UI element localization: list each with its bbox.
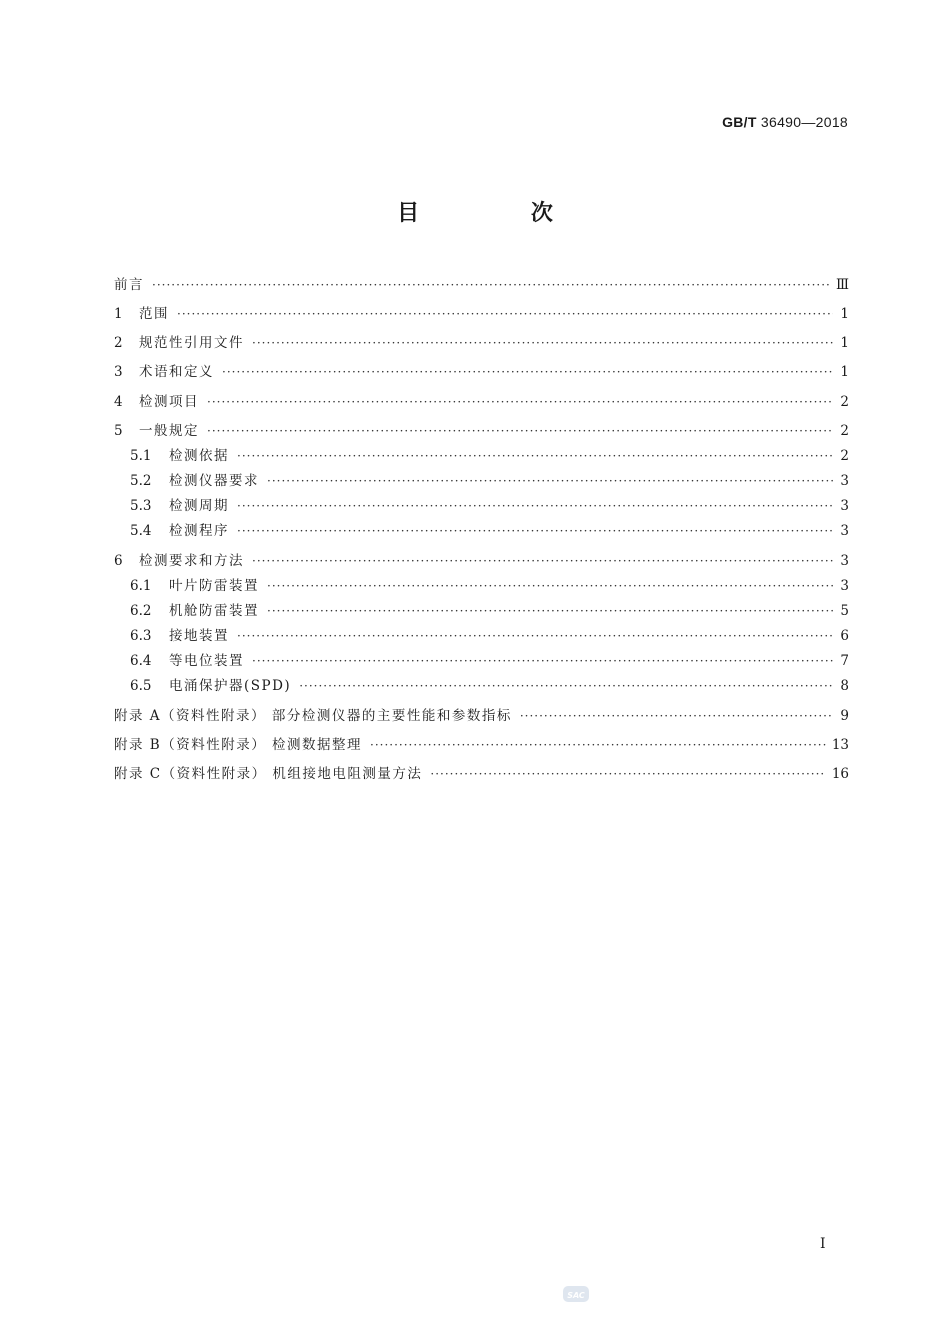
toc-entry-number: 3 xyxy=(114,364,123,380)
toc-entry-page: 2 xyxy=(840,394,849,410)
toc-leader-dots xyxy=(267,471,833,491)
sac-watermark-logo xyxy=(562,1283,590,1305)
standard-prefix: GB/T xyxy=(722,114,757,130)
toc-entry-number: 5 xyxy=(114,423,123,439)
toc-leader-dots xyxy=(207,392,833,412)
toc-entry-label: 检测周期 xyxy=(169,498,229,514)
toc-entry-label: 附录 B（资料性附录） 检测数据整理 xyxy=(114,737,363,753)
toc-entry-number: 6.1 xyxy=(130,578,152,594)
toc-entry-page: Ⅲ xyxy=(835,277,849,293)
toc-entry-label: 电涌保护器(SPD) xyxy=(169,678,292,694)
watermark-text: SAC xyxy=(567,1291,585,1300)
toc-entry[interactable] xyxy=(114,392,849,412)
toc-entry[interactable] xyxy=(114,421,849,441)
toc-entry-page: 3 xyxy=(840,578,849,594)
toc-entry-label: 检测仪器要求 xyxy=(169,473,259,489)
toc-leader-dots xyxy=(152,275,830,295)
toc-entry-label: 检测项目 xyxy=(139,394,199,410)
toc-entry-page: 1 xyxy=(840,306,849,322)
toc-entry[interactable] xyxy=(130,446,849,466)
toc-entry[interactable] xyxy=(114,735,849,755)
toc-entry[interactable] xyxy=(114,706,849,726)
toc-entry-number: 6 xyxy=(114,553,123,569)
toc-entry-label: 检测要求和方法 xyxy=(139,553,244,569)
toc-entry[interactable] xyxy=(114,333,849,353)
toc-entry[interactable] xyxy=(114,764,849,784)
toc-entry[interactable] xyxy=(130,576,849,596)
toc-entry-page: 9 xyxy=(840,708,849,724)
standard-code xyxy=(722,114,848,130)
toc-entry-page: 16 xyxy=(831,766,849,782)
standard-number: 36490—2018 xyxy=(760,114,848,130)
toc-entry-number: 6.2 xyxy=(130,603,152,619)
toc-entry-page: 1 xyxy=(840,364,849,380)
toc-entry-page: 13 xyxy=(831,737,849,753)
toc-entry-label: 附录 A（资料性附录） 部分检测仪器的主要性能和参数指标 xyxy=(114,708,512,724)
toc-entry[interactable] xyxy=(130,471,849,491)
toc-entry-page: 5 xyxy=(840,603,849,619)
toc-entry[interactable] xyxy=(130,626,849,646)
toc-entry-number: 5.3 xyxy=(130,498,152,514)
toc-entry-number: 1 xyxy=(114,306,123,322)
toc-entry-number: 2 xyxy=(114,335,123,351)
toc-entry-label: 接地装置 xyxy=(169,628,229,644)
toc-leader-dots xyxy=(177,304,833,324)
toc-entry[interactable] xyxy=(130,496,849,516)
toc-entry-number: 5.1 xyxy=(130,448,152,464)
toc-entry-page: 8 xyxy=(840,678,849,694)
toc-entry-label: 前言 xyxy=(114,277,144,293)
toc-entry-label: 规范性引用文件 xyxy=(139,335,244,351)
toc-entry-page: 6 xyxy=(840,628,849,644)
toc-leader-dots xyxy=(237,446,833,466)
toc-leader-dots xyxy=(520,706,833,726)
page-title: 目 次 xyxy=(397,201,605,226)
toc-entry-page: 1 xyxy=(840,335,849,351)
toc-leader-dots xyxy=(207,421,833,441)
toc-leader-dots xyxy=(267,576,833,596)
toc-entry-number: 6.5 xyxy=(130,678,152,694)
toc-entry-page: 3 xyxy=(840,523,849,539)
toc-entry-number: 6.3 xyxy=(130,628,152,644)
toc-entry-label: 附录 C（资料性附录） 机组接地电阻测量方法 xyxy=(114,766,423,782)
toc-entry-number: 5.2 xyxy=(130,473,152,489)
toc-entry[interactable] xyxy=(114,362,849,382)
toc-entry[interactable] xyxy=(130,651,849,671)
toc-entry-page: 3 xyxy=(840,553,849,569)
toc-leader-dots xyxy=(252,651,833,671)
toc-entry-number: 6.4 xyxy=(130,653,152,669)
toc-entry[interactable] xyxy=(114,551,849,571)
toc-leader-dots xyxy=(237,496,833,516)
toc-entry[interactable] xyxy=(114,304,849,324)
toc-entry-number: 4 xyxy=(114,394,123,410)
toc-entry-page: 3 xyxy=(840,498,849,514)
toc-entry-label: 机舱防雷装置 xyxy=(169,603,259,619)
toc-entry-label: 等电位装置 xyxy=(169,653,244,669)
page-number: I xyxy=(820,1236,826,1252)
toc-entry-label: 一般规定 xyxy=(139,423,199,439)
toc-entry[interactable] xyxy=(114,275,849,295)
toc-entry-label: 术语和定义 xyxy=(139,364,214,380)
toc-entry-page: 3 xyxy=(840,473,849,489)
toc-entry-page: 2 xyxy=(840,448,849,464)
toc-leader-dots xyxy=(222,362,833,382)
toc-entry-page: 2 xyxy=(840,423,849,439)
toc-entry-label: 检测依据 xyxy=(169,448,229,464)
toc-leader-dots xyxy=(252,551,833,571)
toc-entry-label: 检测程序 xyxy=(169,523,229,539)
toc-entry[interactable] xyxy=(130,676,849,696)
toc-leader-dots xyxy=(267,601,833,621)
toc-leader-dots xyxy=(370,735,826,755)
toc-leader-dots xyxy=(237,626,833,646)
toc-entry-page: 7 xyxy=(840,653,849,669)
toc-leader-dots xyxy=(237,521,833,541)
toc-leader-dots xyxy=(299,676,833,696)
toc-entry-label: 范围 xyxy=(139,306,169,322)
toc-leader-dots xyxy=(252,333,833,353)
toc-entry-number: 5.4 xyxy=(130,523,152,539)
toc-leader-dots xyxy=(430,764,825,784)
toc-entry[interactable] xyxy=(130,601,849,621)
toc-entry-label: 叶片防雷装置 xyxy=(169,578,259,594)
toc-entry[interactable] xyxy=(130,521,849,541)
